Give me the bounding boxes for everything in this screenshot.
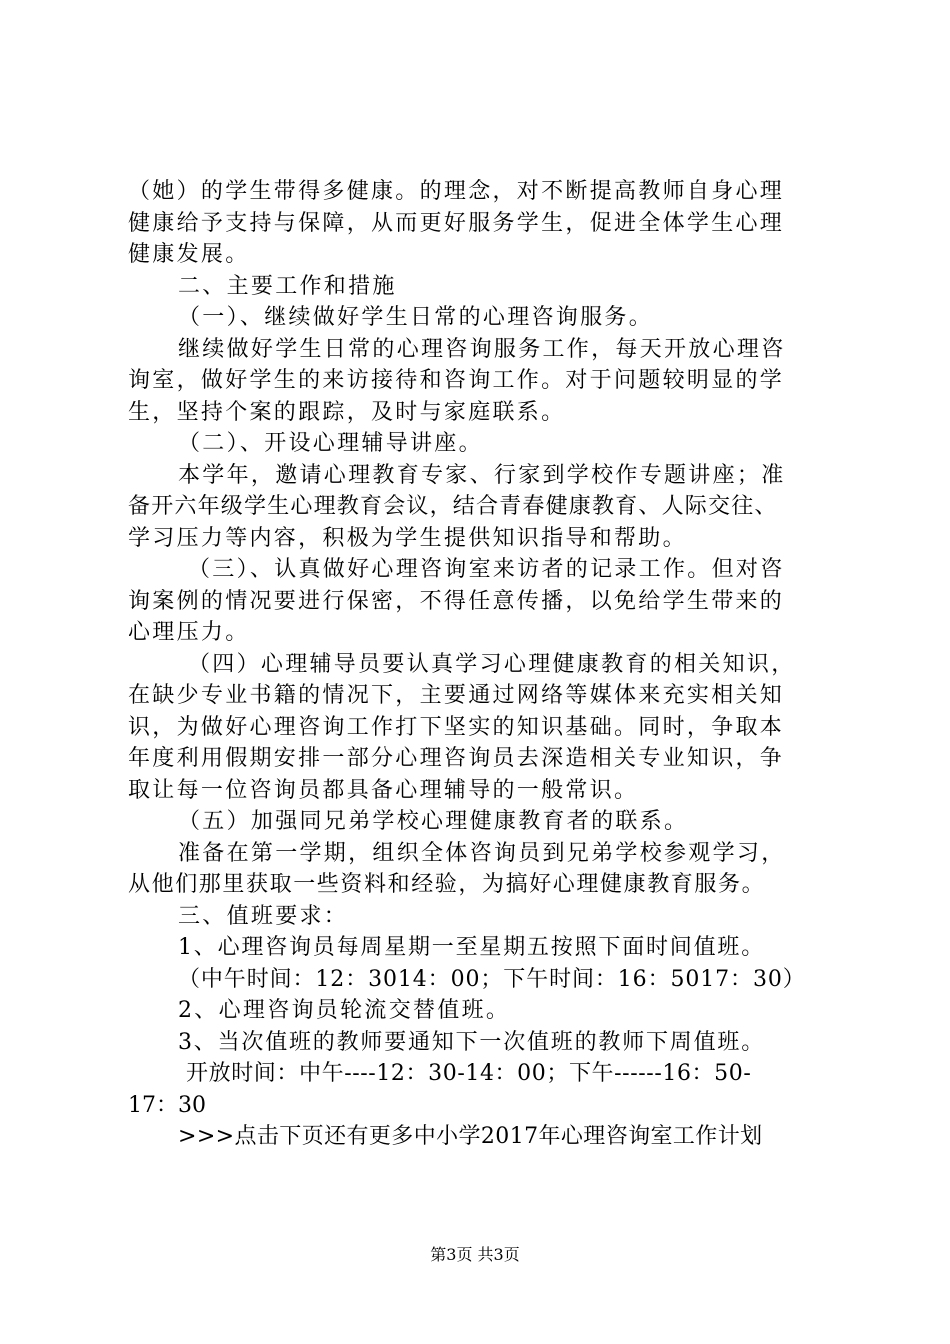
text-line: 2、心理咨询员轮流交替值班。 xyxy=(178,998,511,1023)
section-heading: 三、值班要求： xyxy=(178,903,349,929)
text-line: 询室，做好学生的来访接待和咨询工作。对于问题较明显的学 xyxy=(128,368,785,393)
document-body xyxy=(128,176,833,1153)
text-line: 继续做好学生日常的心理咨询服务工作，每天开放心理咨 xyxy=(178,336,786,362)
text-line: 备开六年级学生心理教育会议，结合青春健康教育、人际交往、 xyxy=(128,494,778,519)
section-heading: 二、主要工作和措施 xyxy=(178,273,397,299)
text-line: 年度利用假期安排一部分心理咨询员去深造相关专业知识，争 xyxy=(128,746,785,771)
next-page-link[interactable]: >>>点击下页还有更多中小学2017年心理咨询室工作计划 xyxy=(178,1124,763,1149)
text-line: 心理压力。 xyxy=(128,620,250,645)
text-line: 询案例的情况要进行保密，不得任意传播，以免给学生带来的 xyxy=(128,588,785,614)
opening-hours: 开放时间：中午----12：30-14：00；下午------16：50- xyxy=(186,1061,752,1086)
text-line: 识，为做好心理咨询工作打下坚实的知识基础。同时，争取本 xyxy=(128,714,785,740)
subsection-heading: （一）、继续做好学生日常的心理咨询服务。 xyxy=(178,305,654,330)
text-line: 取让每一位咨询员都具备心理辅导的一般常识。 xyxy=(128,777,639,803)
text-line: 本学年，邀请心理教育专家、行家到学校作专题讲座；准 xyxy=(178,462,786,488)
subsection-heading: （四）心理辅导员要认真学习心理健康教育的相关知识， xyxy=(188,651,796,677)
subsection-heading: （五）加强同兄弟学校心理健康教育者的联系。 xyxy=(178,809,689,834)
text-line: 从他们那里获取一些资料和经验，为搞好心理健康教育服务。 xyxy=(128,872,766,897)
text-line: 在缺少专业书籍的情况下，主要通过网络等媒体来充实相关知 xyxy=(128,683,785,708)
text-line: 健康发展。 xyxy=(128,242,250,267)
subsection-heading: （三）、认真做好心理咨询室来访者的记录工作。但对咨 xyxy=(188,557,785,582)
subsection-heading: （二）、开设心理辅导讲座。 xyxy=(178,431,483,456)
text-line: 3、当次值班的教师要通知下一次值班的教师下周值班。 xyxy=(178,1029,765,1055)
text-line: 生，坚持个案的跟踪，及时与家庭联系。 xyxy=(128,399,566,425)
schedule-times: （中午时间：12：3014：00；下午时间：16：5017：30） xyxy=(178,966,806,992)
text-line: （她）的学生带得多健康。的理念，对不断提高教师自身心理 xyxy=(128,179,785,204)
text-line: 健康给予支持与保障，从而更好服务学生，促进全体学生心理 xyxy=(128,210,785,236)
text-line: 1、心理咨询员每周星期一至星期五按照下面时间值班。 xyxy=(178,935,765,960)
text-line: 学习压力等内容，积极为学生提供知识指导和帮助。 xyxy=(128,525,687,551)
text-line: 准备在第一学期，组织全体咨询员到兄弟学校参观学习， xyxy=(178,840,786,866)
opening-hours-continued: 17：30 xyxy=(128,1092,206,1118)
page-number-footer: 第3页 共3页 xyxy=(430,1245,520,1264)
